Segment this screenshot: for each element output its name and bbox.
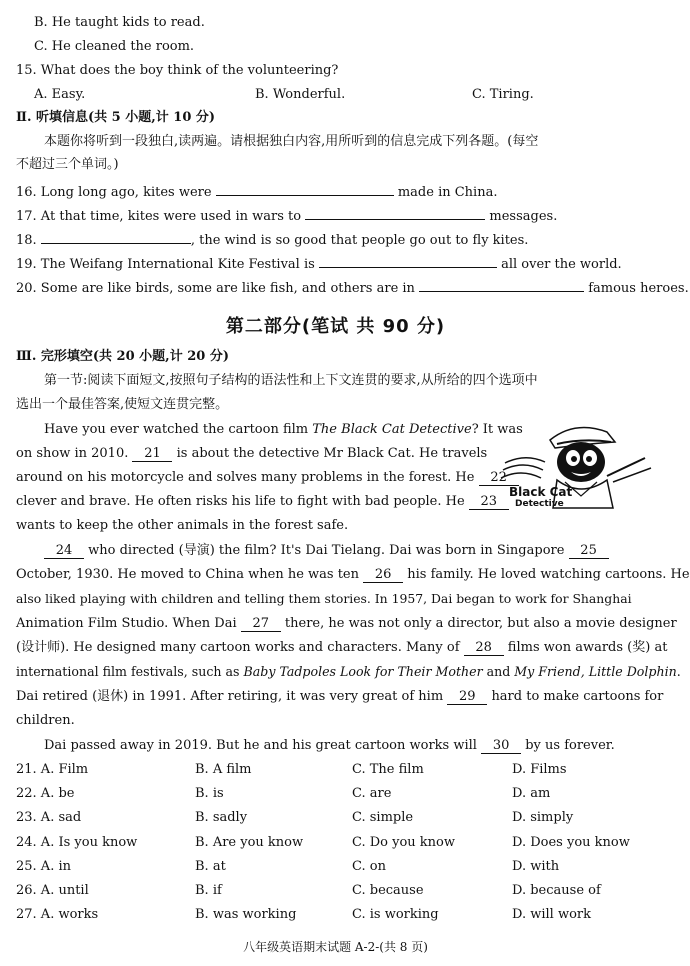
q19-blank[interactable]: [319, 254, 497, 268]
choice-option[interactable]: B. at: [195, 858, 226, 874]
section3-instruction-2: 选出一个最佳答案,使短文连贯完整。: [16, 397, 229, 412]
choice-option[interactable]: C. on: [352, 858, 386, 874]
section3-instruction-1: 第一节:阅读下面短文,按照句子结构的语法性和上下文连贯的要求,从所给的四个选项中: [44, 373, 538, 388]
film-title: My Friend, Little Dolphin: [514, 664, 677, 679]
passage-line-1: [44, 422, 523, 438]
passage-text: ? It was: [471, 422, 523, 437]
passage-line-2: [16, 446, 487, 462]
choice-option[interactable]: B. is: [195, 786, 224, 802]
passage-line-3: [16, 470, 519, 486]
passage-p2-line-5: [16, 640, 667, 656]
choice-option[interactable]: 26. A. until: [16, 883, 89, 898]
blank-30[interactable]: 30: [481, 739, 521, 754]
image-caption-line-1: Black Cat: [509, 485, 573, 499]
image-caption-line-2: Detective: [515, 499, 564, 509]
choice-option[interactable]: 24. A. Is you know: [16, 834, 138, 850]
passage-text: .: [676, 664, 681, 679]
q17-blank[interactable]: [305, 206, 485, 220]
passage-text: Dai retired (退休) in 1991. After retiring, it was very great of him: [16, 689, 444, 704]
choice-option[interactable]: C. Do you know: [352, 834, 456, 850]
q14-option-c: C. He cleaned the room.: [34, 39, 195, 54]
section2-heading: Ⅱ. 听填信息(共 5 小题,计 10 分): [16, 110, 216, 125]
choice-option[interactable]: B. was working: [195, 907, 297, 923]
section2-instruction-1: 本题你将听到一段独白,读两遍。请根据独白内容,用所听到的信息完成下列各题。(每空: [44, 134, 539, 149]
passage-p2-line-6: [16, 664, 681, 680]
blank-21[interactable]: 21: [132, 447, 172, 462]
choice-option[interactable]: D. Films: [512, 762, 567, 777]
choice-option[interactable]: 25. A. in: [16, 858, 71, 874]
passage-p2-line-4: [16, 616, 677, 632]
blank-24[interactable]: 24: [44, 544, 84, 559]
passage-p2-line-3: also liked playing with children and telling them stories. In 1957, Dai began to work for Shanghai: [16, 591, 632, 606]
choice-option[interactable]: B. A film: [195, 762, 252, 777]
q16: [16, 182, 497, 201]
q17-text-a: 17. At that time, kites were used in wars to: [16, 209, 302, 224]
choice-option[interactable]: B. Are you know: [195, 834, 304, 850]
passage-text: and: [482, 664, 515, 679]
choice-option[interactable]: 22. A. be: [16, 786, 75, 802]
blank-26[interactable]: 26: [363, 568, 403, 583]
choice-option[interactable]: C. simple: [352, 810, 414, 826]
passage-text: international film festivals, such as: [16, 664, 244, 679]
choice-option[interactable]: D. because of: [512, 883, 601, 898]
section3-heading: Ⅲ. 完形填空(共 20 小题,计 20 分): [16, 349, 229, 364]
choice-option[interactable]: B. if: [195, 883, 222, 898]
passage-p2-line-1: [44, 543, 609, 559]
q15-stem: 15. What does the boy think of the volunteering?: [16, 63, 339, 78]
part2-title: 第二部分(笔试 共 90 分): [225, 316, 446, 337]
choice-option[interactable]: 23. A. sad: [16, 810, 82, 826]
passage-text: (设计师). He designed many cartoon works and characters. Many of: [16, 640, 460, 655]
passage-line-5: wants to keep the other animals in the forest safe.: [16, 518, 349, 533]
q20: [16, 278, 689, 297]
q15-option-c: C. Tiring.: [472, 87, 534, 102]
passage-p2-line-7: [16, 689, 663, 705]
passage-text: films won awards (奖) at: [507, 640, 668, 655]
q16-text-a: 16. Long long ago, kites were: [16, 185, 212, 200]
passage-text: there, he was not only a director, but also a movie designer: [284, 616, 677, 631]
choice-option[interactable]: D. Does you know: [512, 834, 630, 850]
q17: [16, 206, 557, 225]
passage-text: on show in 2010.: [16, 446, 129, 461]
film-title: The Black Cat Detective: [312, 422, 472, 437]
q15-option-b: B. Wonderful.: [255, 87, 346, 102]
q17-text-b: messages.: [489, 209, 558, 224]
passage-text: around on his motorcycle and solves many problems in the forest. He: [16, 470, 475, 485]
choice-option[interactable]: B. sadly: [195, 810, 248, 826]
choice-option[interactable]: C. are: [352, 786, 392, 802]
passage-p2-line-2: [16, 567, 690, 583]
passage-text: clever and brave. He often risks his life to fight with bad people. He: [16, 494, 465, 509]
passage-p2-line-8: children.: [16, 713, 75, 728]
passage-text: by us forever.: [525, 738, 615, 753]
section2-instruction-2: 不超过三个单词。): [16, 157, 119, 172]
choice-option[interactable]: 21. A. Film: [16, 762, 89, 777]
q16-text-b: made in China.: [397, 185, 498, 200]
black-cat-detective-image: [495, 418, 653, 510]
passage-text: Have you ever watched the cartoon film: [44, 422, 313, 437]
passage-text: is about the detective Mr Black Cat. He travels: [176, 446, 488, 461]
q18-text-b: , the wind is so good that people go out to fly kites.: [190, 233, 529, 248]
passage-text: Dai passed away in 2019. But he and his great cartoon works will: [44, 738, 477, 753]
choice-option[interactable]: D. with: [512, 858, 560, 874]
passage-line-4: [16, 494, 509, 510]
q20-blank[interactable]: [419, 278, 584, 292]
choice-option[interactable]: 27. A. works: [16, 907, 99, 923]
blank-27[interactable]: 27: [241, 617, 281, 632]
q18: [16, 230, 528, 249]
passage-text: who directed (导演) the film? It's Dai Tielang. Dai was born in Singapore: [88, 543, 565, 558]
passage-text: October, 1930. He moved to China when he was ten: [16, 567, 359, 582]
choice-option[interactable]: C. The film: [352, 762, 424, 777]
q19-text-a: 19. The Weifang International Kite Festival is: [16, 257, 315, 272]
page-footer: 八年级英语期末试题 A-2-(共 8 页): [243, 940, 428, 954]
blank-29[interactable]: 29: [447, 690, 487, 705]
passage-text: his family. He loved watching cartoons. He: [407, 567, 690, 582]
q19-text-b: all over the world.: [501, 257, 622, 272]
passage-text: Animation Film Studio. When Dai: [16, 616, 237, 631]
film-title: Baby Tadpoles Look for Their Mother: [243, 664, 483, 679]
choice-option[interactable]: D. am: [512, 786, 551, 802]
q15-option-a: A. Easy.: [34, 87, 86, 102]
passage-p3-line-1: [44, 738, 615, 754]
choice-option[interactable]: D. will work: [512, 907, 592, 923]
passage-text: hard to make cartoons for: [491, 689, 664, 704]
choice-option[interactable]: C. because: [352, 883, 424, 898]
q18-blank[interactable]: [41, 230, 191, 244]
q19: [16, 254, 622, 273]
blank-22[interactable]: 22: [479, 471, 519, 486]
blank-28[interactable]: 28: [464, 641, 504, 656]
blank-23[interactable]: 23: [469, 495, 509, 510]
q18-text-a: 18.: [16, 233, 37, 248]
q20-text-a: 20. Some are like birds, some are like fish, and others are in: [16, 281, 415, 296]
choice-option[interactable]: C. is working: [352, 907, 439, 923]
blank-25[interactable]: 25: [569, 544, 609, 559]
q14-option-b: B. He taught kids to read.: [34, 15, 205, 30]
q20-text-b: famous heroes.: [588, 281, 689, 296]
choice-option[interactable]: D. simply: [512, 810, 574, 826]
q16-blank[interactable]: [216, 182, 394, 196]
